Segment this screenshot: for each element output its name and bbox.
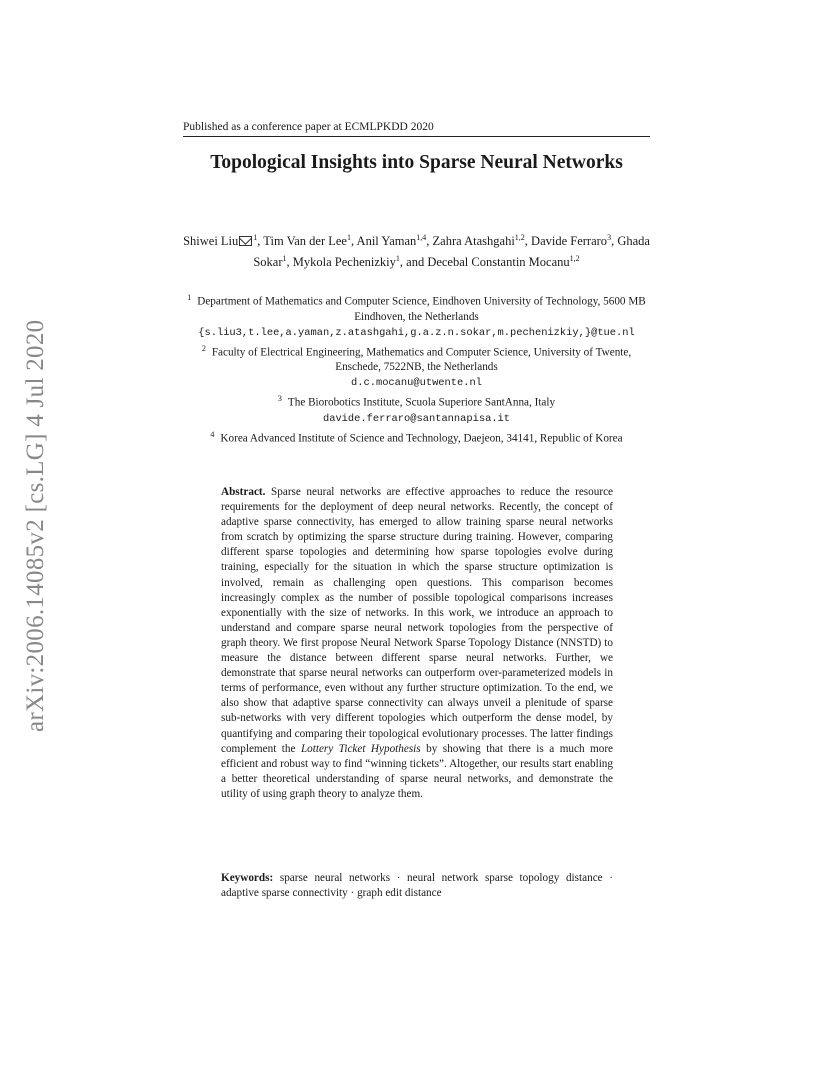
author-name: , Ghada Sokar (253, 234, 650, 270)
abstract-label: Abstract. (221, 486, 266, 498)
affiliation-text: Department of Mathematics and Computer Science, Eindhoven University of Technology, 5600 MB Eindhoven, the Netherlands (197, 295, 646, 323)
author-affiliation-mark: 1 (346, 233, 351, 242)
paper-title: Topological Insights into Sparse Neural Networks (210, 152, 623, 173)
affiliation-number: 1 (187, 293, 192, 302)
affiliation-list (183, 290, 650, 447)
author-name: , Tim Van der Lee (257, 234, 347, 249)
author-affiliation-mark: 1,2 (569, 254, 580, 264)
abstract-italic-term: Lottery Ticket Hypothesis (300, 742, 421, 755)
affiliation-number: 3 (277, 394, 282, 404)
affiliation-text: Korea Advanced Institute of Science and Technology, Daejeon, 34141, Republic of Korea (220, 432, 623, 445)
author-affiliation-mark: 1 (253, 233, 258, 242)
affiliation-1 (183, 290, 650, 341)
abstract (221, 485, 613, 802)
affiliation-3 (183, 391, 650, 427)
affiliation-4 (183, 427, 650, 447)
author-name: , Davide Ferraro (524, 234, 608, 249)
author-list (180, 229, 653, 271)
abstract-text-end: by showing that there is a much more efficient and robust way to find “winning tickets”. Altogether, our results start enabling a better theoretical understanding of sparse neural networks, and demonstrate the utility of using graph theory to analyze them. (221, 742, 614, 800)
affiliation-number: 2 (201, 343, 206, 353)
keywords-text: sparse neural networks · neural network sparse topology distance · adaptive sparse connectivity · graph edit distance (221, 872, 613, 900)
affiliation-email: davide.ferraro@santannapisa.it (322, 413, 511, 426)
author-name: , Zahra Atashgahi (426, 234, 515, 249)
author-affiliation-mark: 3 (607, 233, 612, 242)
affiliation-number: 4 (210, 430, 215, 440)
arxiv-stamp: arXiv:2006.14085v2 [cs.LG] 4 Jul 2020 (22, 319, 49, 733)
keywords-label: Keywords: (221, 872, 274, 884)
affiliation-email: {s.liu3,t.lee,a.yaman,z.atashgahi,g.a.z.n.sokar,m.pechenizkiy,}@tue.nl (198, 326, 635, 339)
affiliation-email: d.c.mocanu@utwente.nl (351, 377, 482, 390)
author-affiliation-mark: 1,2 (514, 233, 525, 242)
author-affiliation-mark: 1 (395, 254, 400, 264)
envelope-icon (239, 236, 252, 246)
author-affiliation-mark: 1 (282, 254, 287, 264)
author-name: , and Decebal Constantin Mocanu (399, 255, 570, 270)
author-name: Shiwei Liu (183, 234, 239, 249)
affiliation-text: Faculty of Electrical Engineering, Mathematics and Computer Science, University of Twente, Enschede, 7522NB, the Netherlands (211, 346, 632, 374)
author-name: , Mykola Pechenizkiy (286, 255, 396, 270)
keywords (221, 871, 613, 901)
running-head: Published as a conference paper at ECMLPKDD 2020 (183, 121, 650, 137)
affiliation-2 (183, 341, 650, 392)
author-affiliation-mark: 1,4 (416, 233, 427, 242)
author-name: , Anil Yaman (350, 234, 417, 249)
affiliation-text: The Biorobotics Institute, Scuola Superiore SantAnna, Italy (287, 397, 556, 410)
abstract-text: Sparse neural networks are effective approaches to reduce the resource requirements for the deployment of deep neural networks. Recently, the concept of adaptive sparse connectivity, has emerged to allow training sparse neural networks from scratch by optimizing the sparse structure during training. However, comparing different sparse topologies and determining how sparse topologies evolve during training, especially for the situation in which the sparse structure optimization is involved, remain as challenging open questions. This comparison becomes increasingly complex as the number of possible topological comparisons increases exponentially with the size of networks. In this work, we introduce an approach to understand and compare sparse neural network topologies from the perspective of graph theory. We first propose Neural Network Sparse Topology Distance (NNSTD) to measure the distance between different sparse neural networks. Further, we demonstrate that sparse neural networks can outperform over-parameterized models in terms of performance, even without any further structure optimization. To the end, we also show that adaptive sparse connectivity can always unveil a plenitude of sparse sub-networks with very different topologies which outperform the dense model, by quantifying and comparing their topological evolutionary processes. The latter findings complement the (221, 486, 614, 755)
